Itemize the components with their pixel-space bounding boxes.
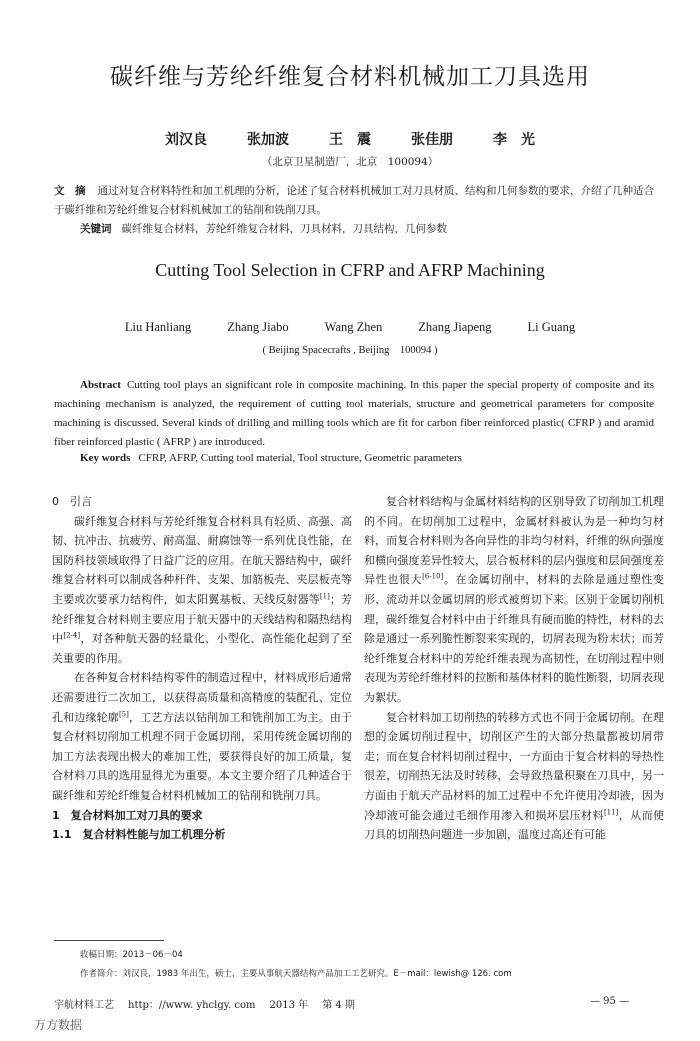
- affiliation-cn: （北京卫星制造厂，北京 100094）: [261, 156, 439, 168]
- page-footer: [54, 996, 369, 1011]
- affiliation-en: ( Beijing Spacecrafts , Beijing 100094 ): [262, 345, 438, 356]
- citation: [1]: [319, 592, 330, 601]
- footnote-received: 收稿日期：2013－06－04: [80, 950, 183, 960]
- citation: [6-10]: [422, 572, 444, 581]
- paragraph: 碳纤维复合材料与芳纶纤维复合材料具有轻质、高强、高韧、抗冲击、抗疲劳、耐高温、耐腐蚀等一系列优良性能，在国防科技领域取得了日益广泛的应用。在航天器结构中，碳纤维复合材料可以制成各种杆件、支架、加筋板壳、夹层板壳等主要或次要承力结构件，如太阳翼基板、天线反射器等[1]；芳纶纤维复合材料则主要应用于航天器中的天线结构和隔热结构中[2-4]，对各种航天器的轻量化、小型化、高性能化起到了至关重要的作用。: [52, 514, 353, 665]
- section-heading: 0 引言: [52, 495, 92, 508]
- keywords-cn: [80, 221, 660, 236]
- paragraph: 复合材料加工切削热的转移方式也不同于金属切削。在理想的金属切削过程中，切削区产生的大部分热量都被切屑带走；而在复合材料切削过程中，一方面由于复合材料的导热性很差，切削热无法及时转移，会导致热量积聚在刀具中，另一方面由于航天产品材料的加工过程中不允许使用冷却液，因为冷却液可能会通过毛细作用渗入和损坏层压材料[11]，从而使刀具的切削热问题进一步加剧，温度过高还有可能: [364, 710, 665, 842]
- author-name: Zhang Jiapeng: [418, 320, 492, 334]
- abstract-cn: [54, 182, 654, 220]
- abstract-label-en: Abstract: [80, 379, 121, 391]
- paragraph: 在各种复合材料结构零件的制造过程中，材料成形后通常还需要进行二次加工，以获得高质量和高精度的装配孔、定位孔和边缘轮廓[5]，工艺方法以钻削加工和铣削加工为主。由于复合材料切削加工机理不同于金属切削，采用传统金属切削的加工方法表现出极大的难加工性，要获得良好的加工质量，复合材料刀具的选用显得尤为重要。本文主要介绍了几种适合于碳纤维和芳纶纤维复合材料机械加工的钻削和铣削刀具。: [52, 671, 353, 802]
- body-column-left: [52, 492, 352, 845]
- abstract-label-cn: 文 摘: [54, 185, 86, 197]
- body-column-right: [364, 492, 664, 845]
- keywords-text-en: CFRP, AFRP, Cutting tool material, Tool structure, Geometric parameters: [138, 452, 462, 464]
- author-name: Wang Zhen: [324, 320, 383, 334]
- author-name: 张佳朋: [411, 132, 453, 148]
- issue-year: 2013 年: [269, 1000, 309, 1011]
- journal-url[interactable]: http：//www. yhclgy. com: [128, 1000, 256, 1011]
- paper-title-cn: 碳纤维与芳纶纤维复合材料机械加工刀具选用: [110, 64, 590, 90]
- paper-title-en: Cutting Tool Selection in CFRP and AFRP Machining: [155, 260, 545, 280]
- author-name: 刘汉良: [165, 132, 207, 148]
- issue-number: 第 4 期: [322, 1000, 355, 1011]
- author-name: Liu Hanliang: [124, 320, 192, 334]
- footnote-divider: [54, 940, 164, 941]
- abstract-en: [54, 376, 654, 452]
- author-name: 张加波: [247, 132, 289, 148]
- keywords-text-cn: 碳纤维复合材料，芳纶纤维复合材料，刀具材料，刀具结构，几何参数: [121, 223, 447, 235]
- author-list-en: [0, 320, 700, 335]
- subsection-heading: 1.1 复合材料性能与加工机理分析: [52, 828, 226, 842]
- author-name: Li Guang: [527, 320, 576, 334]
- keywords-label-cn: 关键词: [80, 223, 112, 235]
- page-number: — 95 —: [590, 996, 630, 1007]
- keywords-label-en: Key words: [80, 452, 131, 464]
- abstract-text-en: Cutting tool plays an significant role in composite machining. In this paper the special property of composite and its machining mechanism is analyzed, the requirement of cutting tool materials, structure and geometrical parameters for composite machining is discussed. Several kinds of drilling and milling tools which are fit for carbon fiber reinforced plastic( CFRP ) and aramid fiber reinforced plastic ( AFRP ) are introduced.: [54, 379, 654, 448]
- author-name: 王 震: [329, 132, 371, 148]
- author-name: Zhang Jiabo: [227, 320, 289, 334]
- author-name: 李 光: [493, 132, 535, 148]
- author-list-cn: [0, 129, 700, 149]
- keywords-en: [80, 452, 660, 464]
- journal-name: 宇航材料工艺: [54, 1000, 114, 1011]
- section-heading: 1 复合材料加工对刀具的要求: [52, 808, 203, 822]
- footnote-author-bio: 作者简介：刘汉良，1983 年出生，硕士，主要从事航天器结构产品加工工艺研究。E－mail：lewish@ 126. com: [80, 969, 512, 979]
- citation: [5]: [118, 709, 129, 718]
- abstract-text-cn: 通过对复合材料特性和加工机理的分析，论述了复合材料机械加工对刀具材质、结构和几何参数的要求，介绍了几种适合于碳纤维和芳纶纤维复合材料机械加工的钻削和铣削刀具。: [54, 185, 654, 216]
- paragraph: 复合材料结构与金属材料结构的区别导致了切削加工机理的不同。在切削加工过程中，金属材料被认为是一种均匀材料，而复合材料则为各向异性的非均匀材料，纤维的纵向强度和横向强度差异性较大，层合板材料的层内强度和层间强度差异性也很大[6-10]。在金属切削中，材料的去除是通过塑性变形、流动并以金属切屑的形式被剪切下来。区别于金属切削机理，碳纤维复合材料中由于纤维具有硬而脆的特性，材料的去除是通过一系列脆性断裂来实现的，切屑表现为粉末状；而芳纶纤维复合材料中的芳纶纤维表现为高韧性，在切削过程中则表现为芳纶纤维材料的拉断和基体材料的脆性断裂，切屑表现为絮状。: [364, 495, 665, 704]
- citation: [11]: [603, 807, 619, 816]
- watermark: 万方数据: [34, 1018, 83, 1032]
- citation: [2-4]: [63, 631, 81, 640]
